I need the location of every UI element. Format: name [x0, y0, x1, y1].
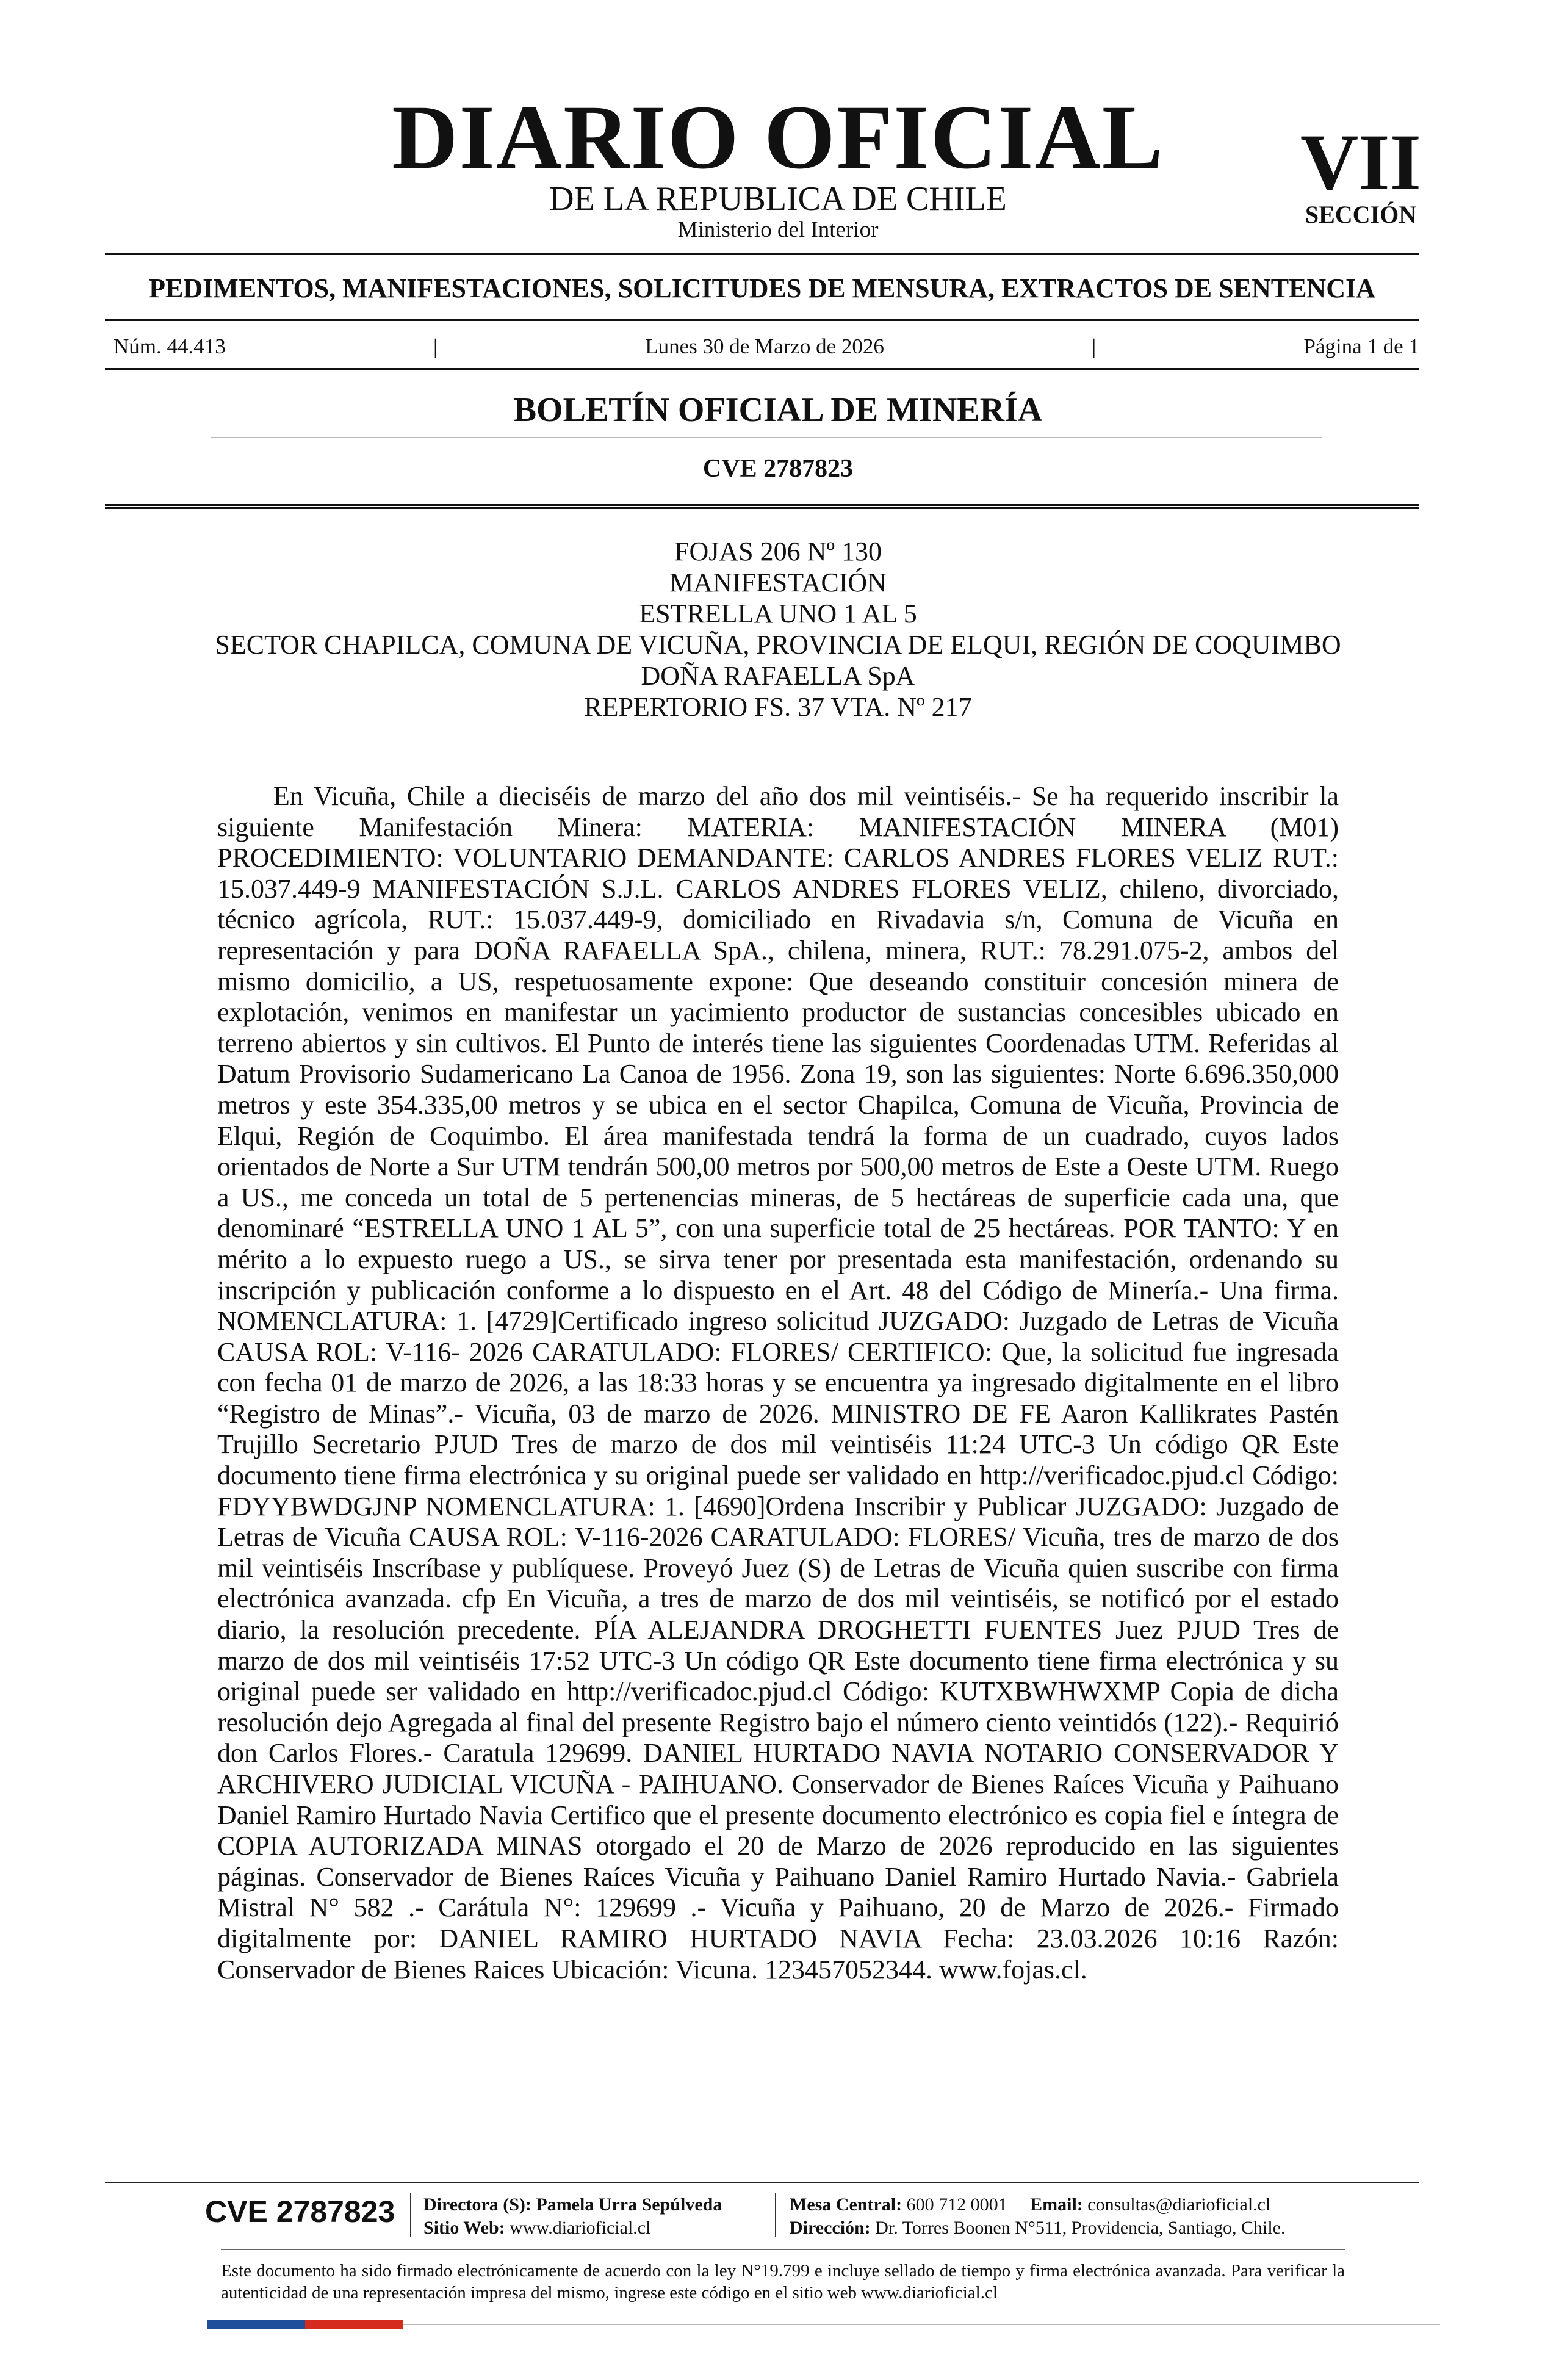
issue-page: Página 1 de 1: [1303, 334, 1419, 358]
header-line: ESTRELLA UNO 1 AL 5: [639, 599, 917, 629]
director-label: Directora (S): Pamela Urra Sepúlveda: [423, 2194, 722, 2215]
issue-number: Núm. 44.413: [113, 334, 226, 358]
masthead-title: DIARIO OFICIAL: [392, 87, 1164, 188]
footer-director-block: [423, 2193, 722, 2240]
section-number: VII: [1300, 117, 1422, 207]
flag-stripe-red: [305, 2320, 403, 2329]
footer-note: Este documento ha sido firmado electrónicamente de acuerdo con la ley N°19.799 e incluye sellado de tiempo y firma electrónica avanzada. Para verificar la autenticidad de una representación impresa del mismo, ingrese este código en el sitio web www.diarioficial.cl: [221, 2261, 1345, 2302]
cve-code: CVE 2787823: [702, 455, 854, 483]
flag-stripe-blue: [207, 2320, 305, 2329]
address-label: Dirección:: [790, 2218, 871, 2238]
section-banner: PEDIMENTOS, MANIFESTACIONES, SOLICITUDES DE MENSURA, EXTRACTOS DE SENTENCIA: [149, 273, 1375, 303]
footer-bottom-rule: [403, 2324, 1440, 2325]
masthead-ministry: Ministerio del Interior: [677, 217, 879, 242]
footer-separator: [410, 2193, 411, 2237]
footer-separator: [775, 2193, 776, 2237]
footer-contact-block: [790, 2193, 1286, 2240]
header-line: DOÑA RAFAELLA SpA: [641, 661, 915, 691]
website-label: Sitio Web:: [423, 2218, 505, 2238]
footer-divider: [105, 2182, 1419, 2183]
header-line: FOJAS 206 Nº 130: [674, 536, 882, 566]
bulletin-title: BOLETÍN OFICIAL DE MINERÍA: [513, 391, 1043, 429]
website-link[interactable]: www.diarioficial.cl: [510, 2218, 651, 2238]
masthead-divider: [105, 253, 1419, 255]
record-header: [215, 536, 1341, 723]
phone-label: Mesa Central:: [790, 2194, 902, 2215]
meta-separator: |: [433, 334, 438, 358]
section-label: SECCIÓN: [1305, 201, 1417, 228]
footer-cve: CVE 2787823: [205, 2194, 395, 2229]
body-text: En Vicuña, Chile a dieciséis de marzo del año dos mil veintiséis.- Se ha requerido inscribir la siguiente Manifestación Minera: MATERIA: MANIFESTACIÓN MINERA (M01) PROCEDIMIENTO: VOLUNTARIO DEMANDANTE: CARLOS ANDRES FLORES VELIZ RUT.: 15.037.449-9 MANIFESTACIÓN S.J.L. CARLOS ANDRES FLORES VELIZ, chileno, divorciado, técnico agrícola, RUT.: 15.037.449-9, domiciliado en Rivadavia s/n, Comuna de Vicuña en representación y para DOÑA RAFAELLA SpA., chilena, minera, RUT.: 78.291.075-2, ambos del mismo domicilio, a US, respetuosamente expone: Que deseando constituir concesión minera de explotación, venimos en manifestar un yacimiento productor de sustancias concesibles ubicado en terreno abiertos y sin cultivos. El Punto de interés tiene las siguientes Coordenadas UTM. Referidas al Datum Provisorio Sudamericano La Canoa de 1956. Zona 19, son las siguientes: Norte 6.696.350,000 metros y este 354.335,00 metros y se ubica en el sector Chapilca, Comuna de Vicuña, Provincia de Elqui, Región de Coquimbo. El área manifestada tendrá la forma de un cuadrado, cuyos lados orientados de Norte a Sur UTM tendrán 500,00 metros por 500,00 metros de Este a Oeste UTM. Ruego a US., me conceda un total de 5 pertenencias mineras, de 5 hectáreas de superficie cada una, que denominaré “ESTRELLA UNO 1 AL 5”, con una superficie total de 25 hectáreas. POR TANTO: Y en mérito a lo expuesto ruego a US., se sirva tener por presentada esta manifestación, ordenando su inscripción y publicación conforme a lo dispuesto en el Art. 48 del Código de Minería.- Una firma. NOMENCLATURA: 1. [4729]Certificado ingreso solicitud JUZGADO: Juzgado de Letras de Vicuña CAUSA ROL: V-116- 2026 CARATULADO: FLORES/ CERTIFICO: Que, la solicitud fue ingresada con fecha 01 de marzo de 2026, a las 18:33 horas y se encuentra ya ingresado digitalmente en el libro “Registro de Minas”.- Vicuña, 03 de marzo de 2026. MINISTRO DE FE Aaron Kallikrates Pastén Trujillo Secretario PJUD Tres de marzo de dos mil veintiséis 11:24 UTC-3 Un código QR Este documento tiene firma electrónica y su original puede ser validado en http://verificadoc.pjud.cl Código: FDYYBWDGJNP NOMENCLATURA: 1. [4690]Ordena Inscribir y Publicar JUZGADO: Juzgado de Letras de Vicuña CAUSA ROL: V-116-2026 CARATULADO: FLORES/ Vicuña, tres de marzo de dos mil veintiséis Inscríbase y publíquese. Proveyó Juez (S) de Letras de Vicuña quien suscribe con firma electrónica avanzada. cfp En Vicuña, a tres de marzo de dos mil veintiséis, se notificó por el estado diario, la resolución precedente. PÍA ALEJANDRA DROGHETTI FUENTES Juez PJUD Tres de marzo de dos mil veintiséis 17:52 UTC-3 Un código QR Este documento tiene firma electrónica y su original puede ser validado en http://verificadoc.pjud.cl Código: KUTXBWHWXMP Copia de dicha resolución dejo Agregada al final del presente Registro bajo el número ciento veintidós (122).- Requirió don Carlos Flores.- Caratula 129699. DANIEL HURTADO NAVIA NOTARIO CONSERVADOR Y ARCHIVERO JUDICIAL VICUÑA - PAIHUANO. Conservador de Bienes Raíces Vicuña y Paihuano Daniel Ramiro Hurtado Navia Certifico que el presente documento electrónico es copia fiel e íntegra de COPIA AUTORIZADA MINAS otorgado el 20 de Marzo de 2026 reproducido en las siguientes páginas. Conservador de Bienes Raíces Vicuña y Paihuano Daniel Ramiro Hurtado Navia.- Gabriela Mistral N° 582 .- Carátula N°: 129699 .- Vicuña y Paihuano, 20 de Marzo de 2026.- Firmado digitalmente por: DANIEL RAMIRO HURTADO NAVIA Fecha: 23.03.2026 10:16 Razón: Conservador de Bienes Raices Ubicación: Vicuna. 123457052344. www.fojas.cl.: [217, 781, 1339, 1985]
bulletin-divider: [211, 437, 1322, 438]
header-line: REPERTORIO FS. 37 VTA. Nº 217: [584, 692, 972, 722]
address: Dr. Torres Boonen N°511, Providencia, Santiago, Chile.: [875, 2218, 1286, 2238]
meta-separator: |: [1092, 334, 1097, 358]
masthead-subtitle: DE LA REPUBLICA DE CHILE: [549, 180, 1007, 218]
header-line: SECTOR CHAPILCA, COMUNA DE VICUÑA, PROVINCIA DE ELQUI, REGIÓN DE COQUIMBO: [215, 630, 1341, 660]
issue-date: Lunes 30 de Marzo de 2026: [645, 334, 884, 358]
phone-number: 600 712 0001: [906, 2194, 1007, 2215]
email-label: Email:: [1030, 2194, 1083, 2215]
header-line: MANIFESTACIÓN: [669, 568, 887, 597]
banner-divider: [105, 319, 1419, 321]
footer-note-divider: [221, 2249, 1345, 2250]
cve-divider: [105, 504, 1419, 509]
email-link[interactable]: consultas@diarioficial.cl: [1087, 2194, 1271, 2215]
issue-meta: [113, 334, 1419, 359]
meta-divider: [105, 368, 1419, 370]
